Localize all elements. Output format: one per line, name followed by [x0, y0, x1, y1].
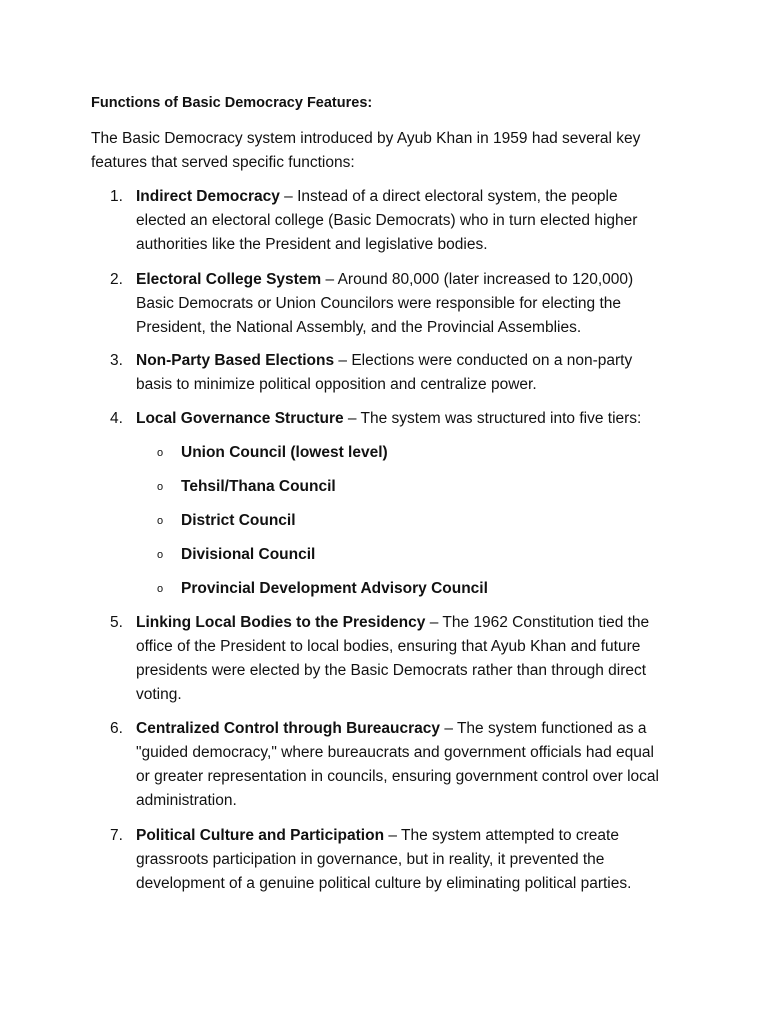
- list-item-term: Indirect Democracy: [136, 188, 280, 205]
- list-item-term: Electoral College System: [136, 271, 322, 288]
- list-item-description: – The system functioned as a "guided democracy," where bureaucrats and government officials had equal or greater representation in councils, ensuring government control over local administration.: [136, 720, 659, 809]
- hollow-bullet-icon: o: [157, 549, 164, 561]
- list-item-description: – Elections were conducted on a non-party basis to minimize political opposition and centralize power.: [136, 352, 633, 393]
- list-number: 3.: [110, 352, 123, 369]
- hollow-bullet-icon: o: [157, 447, 164, 459]
- list-item-text: [136, 611, 670, 707]
- list-item: [110, 717, 670, 813]
- list-item: [110, 407, 670, 431]
- document-heading: Functions of Basic Democracy Features:: [91, 95, 373, 111]
- tier-label: Divisional Council: [181, 546, 316, 563]
- list-item-term: Local Governance Structure: [136, 410, 344, 427]
- tier-label: Tehsil/Thana Council: [181, 478, 336, 495]
- list-number: 4.: [110, 410, 123, 427]
- intro-paragraph: The Basic Democracy system introduced by Ayub Khan in 1959 had several key features that served specific functions:: [91, 130, 641, 171]
- list-item-description: – The system attempted to create grassroots participation in governance, but in reality, it prevented the development of a genuine political culture by eliminating political parties.: [136, 827, 632, 892]
- tier-label: Union Council (lowest level): [181, 444, 388, 461]
- hollow-bullet-icon: o: [157, 515, 164, 527]
- list-item: [110, 185, 670, 257]
- list-item-text: [136, 268, 670, 340]
- list-item: [110, 824, 670, 896]
- list-number: 5.: [110, 614, 123, 631]
- list-item-text: [136, 824, 670, 896]
- list-item-description: – The system was structured into five tiers:: [343, 410, 642, 427]
- list-item-term: Political Culture and Participation: [136, 827, 385, 844]
- tier-label: District Council: [181, 512, 296, 529]
- hollow-bullet-icon: o: [157, 481, 164, 493]
- list-item-text: [136, 407, 670, 431]
- hollow-bullet-icon: o: [157, 583, 164, 595]
- tier-item: [157, 509, 296, 533]
- list-item-description: – Instead of a direct electoral system, the people elected an electoral college (Basic Democrats) who in turn elected higher authorities like the President and legislative bodies.: [136, 188, 638, 253]
- list-item-text: [136, 717, 670, 813]
- list-item-description: – Around 80,000 (later increased to 120,000) Basic Democrats or Union Councilors were responsible for electing the President, the National Assembly, and the Provincial Assemblies.: [136, 271, 634, 336]
- list-item-term: Centralized Control through Bureaucracy: [136, 720, 441, 737]
- list-item: [110, 268, 670, 340]
- tier-item: [157, 441, 388, 465]
- list-item-term: Non-Party Based Elections: [136, 352, 335, 369]
- list-number: 1.: [110, 188, 123, 205]
- list-item: [110, 611, 670, 707]
- tier-item: [157, 577, 488, 601]
- list-item: [110, 349, 670, 397]
- tier-label: Provincial Development Advisory Council: [181, 580, 488, 597]
- tier-item: [157, 543, 315, 567]
- list-number: 6.: [110, 720, 123, 737]
- tier-item: [157, 475, 336, 499]
- list-item-term: Linking Local Bodies to the Presidency: [136, 614, 426, 631]
- list-item-description: – The 1962 Constitution tied the office of the President to local bodies, ensuring that Ayub Khan and future presidents were elected by the Basic Democrats rather than through direct voting.: [136, 614, 650, 703]
- list-item-text: [136, 349, 670, 397]
- list-number: 2.: [110, 271, 123, 288]
- list-item-text: [136, 185, 670, 257]
- list-number: 7.: [110, 827, 123, 844]
